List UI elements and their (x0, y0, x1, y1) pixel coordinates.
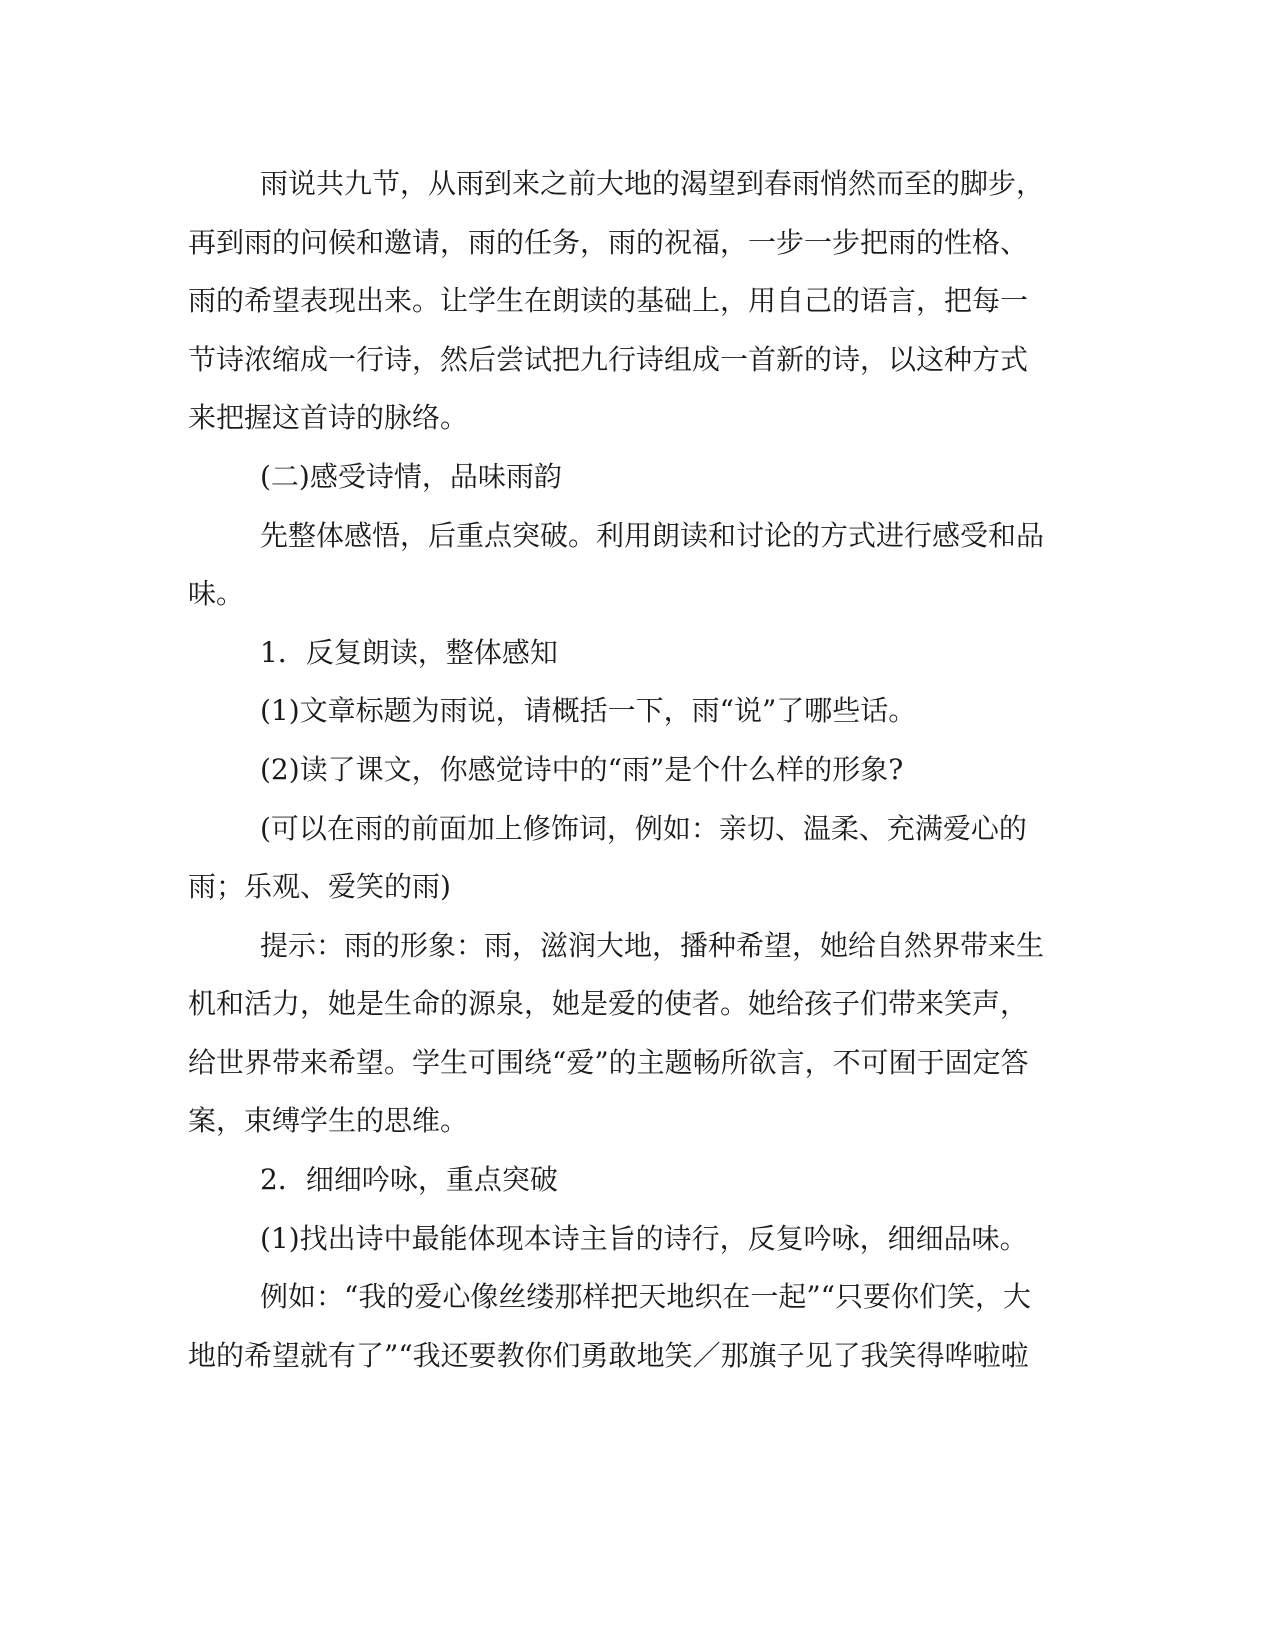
paragraph-line: 例如：“我的爱心像丝缕那样把天地织在一起”“只要你们笑，大 (260, 1280, 1031, 1313)
question-line: (1)文章标题为雨说，请概括一下，雨“说”了哪些话。 (260, 694, 917, 727)
paragraph-line: 给世界带来希望。学生可围绕“爱”的主题畅所欲言，不可囿于固定答 (188, 1046, 1029, 1079)
paragraph-line: 雨；乐观、爱笑的雨) (188, 870, 451, 903)
paragraph-line: 雨的希望表现出来。让学生在朗读的基础上，用自己的语言，把每一 (188, 284, 1029, 317)
subsection-heading: 1．反复朗读，整体感知 (260, 636, 558, 669)
paragraph-line: 案，束缚学生的思维。 (188, 1104, 469, 1137)
paragraph-line: (可以在雨的前面加上修饰词，例如：亲切、温柔、充满爱心的 (260, 812, 1027, 845)
paragraph-line: 再到雨的问候和邀请，雨的任务，雨的祝福，一步一步把雨的性格、 (188, 226, 1029, 259)
paragraph-line: 先整体感悟，后重点突破。利用朗读和讨论的方式进行感受和品 (260, 519, 1045, 552)
question-line: (1)找出诗中最能体现本诗主旨的诗行，反复吟咏，细细品味。 (260, 1222, 1028, 1255)
paragraph-line: 地的希望就有了”“我还要教你们勇敢地笑／那旗子见了我笑得哗啦啦 (188, 1339, 1029, 1372)
paragraph-line: 味。 (188, 577, 245, 610)
question-line: (2)读了课文，你感觉诗中的“雨”是个什么样的形象? (260, 753, 904, 786)
paragraph-line: 机和活力，她是生命的源泉，她是爱的使者。她给孩子们带来笑声， (188, 987, 1029, 1020)
paragraph-line: 节诗浓缩成一行诗，然后尝试把九行诗组成一首新的诗，以这种方式 (188, 343, 1029, 376)
paragraph-line: 提示：雨的形象：雨，滋润大地，播种希望，她给自然界带来生 (260, 929, 1045, 962)
section-heading: (二)感受诗情，品味雨韵 (260, 460, 562, 493)
subsection-heading: 2．细细吟咏，重点突破 (260, 1163, 558, 1196)
paragraph-line: 来把握这首诗的脉络。 (188, 401, 469, 434)
paragraph-line: 雨说共九节，从雨到来之前大地的渴望到春雨悄然而至的脚步， (260, 167, 1045, 200)
